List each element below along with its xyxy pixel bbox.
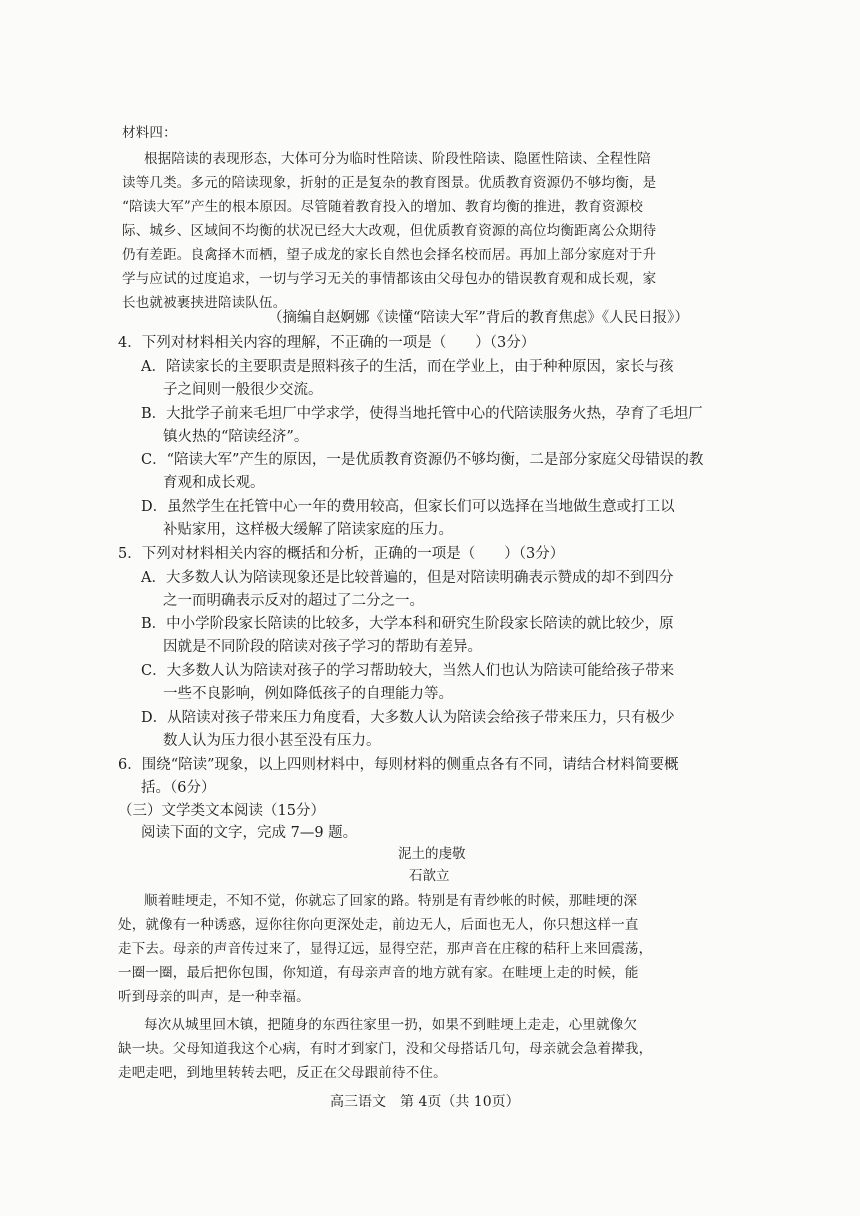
material-source: （摘编自赵婀娜《读懂“陪读大军”背后的教育焦虑》《人民日报》） <box>268 310 689 326</box>
question-stem-cont: 括。（6分） <box>141 780 216 796</box>
essay-title: 泥土的虔敬 <box>398 846 466 862</box>
option-a-cont: 之一而明确表示反对的超过了二分之一。 <box>163 593 424 609</box>
essay-line: 处，就像有一种诱惑，逗你往你向更深处走，前边无人，后面也无人，你只想这样一直 <box>118 917 639 933</box>
essay-line: 顺着畦埂走，不知不觉，你就忘了回家的路。特别是有青纱帐的时候，那畦埂的深 <box>144 893 638 909</box>
essay-line: 听到母亲的叫声，是一种幸福。 <box>118 989 310 1005</box>
section-instruction: 阅读下面的文字，完成 7—9 题。 <box>141 825 358 841</box>
option-c-cont: 育观和成长观。 <box>163 475 265 491</box>
material-line: 学与应试的过度追求，一切与学习无关的事情都该由父母包办的错误教育观和成长观，家 <box>122 271 657 287</box>
option-a: A．大多数人认为陪读现象还是比较普遍的，但是对陪读明确表示赞成的却不到四分 <box>141 570 674 586</box>
question-stem: 5．下列对材料相关内容的概括和分析，正确的一项是（ ）（3分） <box>118 546 565 562</box>
essay-line: 走下去。母亲的声音传过来了，显得辽远，显得空茫，那声音在庄稼的秸秆上来回震荡， <box>118 941 653 957</box>
question-stem: 6．围绕“陪读”现象，以上四则材料中，每则材料的侧重点各有不同，请结合材料简要概 <box>118 757 679 773</box>
option-c: C．“陪读大军”产生的原因，一是优质教育资源仍不够均衡，二是部分家庭父母错误的教 <box>141 452 704 468</box>
material-line: 根据陪读的表现形态，大体可分为临时性陪读、阶段性陪读、隐匿性陪读、全程性陪 <box>144 151 651 167</box>
essay-line: 每次从城里回木镇，把随身的东西往家里一扔，如果不到畦埂上走走，心里就像欠 <box>144 1017 638 1033</box>
material-heading: 材料四： <box>122 125 177 141</box>
essay-line: 一圈一圈，最后把你包围，你知道，有母亲声音的地方就有家。在畦埂上走的时候，能 <box>118 965 639 981</box>
option-b-cont: 镇火热的“陪读经济”。 <box>163 429 309 445</box>
material-line: 读等几类。多元的陪读现象，折射的正是复杂的教育图景。优质教育资源仍不够均衡，是 <box>122 175 657 191</box>
option-a-cont: 子之间则一般很少交流。 <box>163 382 323 398</box>
material-line: “陪读大军”产生的根本原因。尽管随着教育投入的增加、教育均衡的推进，教育资源校 <box>122 199 644 215</box>
option-c-cont: 一些不良影响，例如降低孩子的自理能力等。 <box>163 686 453 702</box>
page-footer: 高三语文 第 4页（共 10页） <box>330 1094 520 1110</box>
section-heading: （三）文学类文本阅读（15分） <box>118 803 325 819</box>
option-d: D．从陪读对孩子带来压力角度看，大多数人认为陪读会给孩子带来压力，只有极少 <box>141 710 675 726</box>
option-c: C．大多数人认为陪读对孩子的学习帮助较大，当然人们也认为陪读可能给孩子带来 <box>141 663 675 679</box>
essay-line: 走吧走吧，到地里转转去吧，反正在父母跟前待不住。 <box>118 1065 447 1081</box>
question-stem: 4．下列对材料相关内容的理解，不正确的一项是（ ）（3分） <box>118 335 536 351</box>
option-d-cont: 数人认为压力很小甚至没有压力。 <box>163 733 381 749</box>
material-line: 长也就被裹挟进陪读队伍。 <box>122 295 287 311</box>
option-b: B．中小学阶段家长陪读的比较多，大学本科和研究生阶段家长陪读的就比较少，原 <box>141 616 674 632</box>
option-d: D．虽然学生在托管中心一年的费用较高，但家长们可以选择在当地做生意或打工以 <box>141 499 675 515</box>
material-line: 际、城乡、区域间不均衡的状况已经大大改观，但优质教育资源的高位均衡距离公众期待 <box>122 223 657 239</box>
essay-author: 石歆立 <box>409 868 450 884</box>
option-b-cont: 因就是不同阶段的陪读对孩子学习的帮助有差异。 <box>163 639 482 655</box>
essay-line: 缺一块。父母知道我这个心病，有时才到家门，没和父母搭话几句，母亲就会急着撵我， <box>118 1041 653 1057</box>
option-a: A．陪读家长的主要职责是照料孩子的生活，而在学业上，由于种种原因，家长与孩 <box>141 359 674 375</box>
option-d-cont: 补贴家用，这样极大缓解了陪读家庭的压力。 <box>163 522 453 538</box>
material-line: 仍有差距。良禽择木而栖，望子成龙的家长自然也会择名校而居。再加上部分家庭对于升 <box>122 247 657 263</box>
option-b: B．大批学子前来毛坦厂中学求学，使得当地托管中心的代陪读服务火热，孕育了毛坦厂 <box>141 406 703 422</box>
